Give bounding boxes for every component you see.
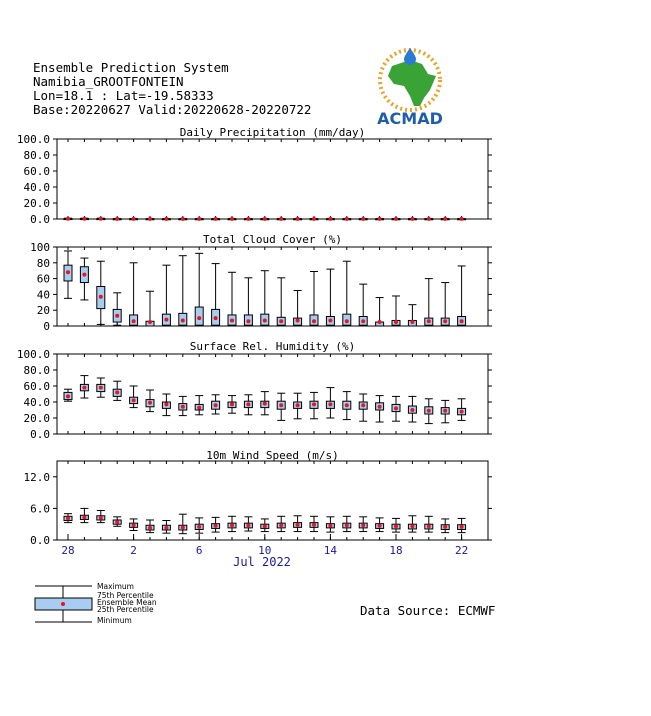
y-tick-label: 0.0 [30,213,50,226]
panel-1 [17,126,492,226]
mean-point [378,405,382,409]
mean-point [82,515,86,519]
mean-point [378,320,382,324]
mean-point [230,318,234,322]
mean-point [394,406,398,410]
mean-point [246,523,250,527]
mean-point [246,402,250,406]
mean-point [410,408,414,412]
mean-point [115,520,119,524]
mean-point [181,405,185,409]
mean-point [427,524,431,528]
panel-4 [24,449,493,547]
y-tick-label: 0.0 [30,428,50,441]
y-tick-label: 40 [36,288,50,302]
mean-point [279,217,283,221]
mean-point [345,217,349,221]
y-tick-label: 60.0 [23,165,50,178]
mean-point [82,386,86,390]
mean-point [181,217,185,221]
panel-2 [30,233,492,333]
mean-point [361,319,365,323]
mean-point [230,402,234,406]
legend-mean-point [61,602,65,606]
mean-point [312,217,316,221]
mean-point [214,524,218,528]
mean-point [460,217,464,221]
mean-point [361,403,365,407]
mean-point [148,401,152,405]
y-tick-label: 0 [43,320,50,333]
mean-point [66,516,70,520]
panel-title: Surface Rel. Humidity (%) [189,340,356,353]
mean-point [132,217,136,221]
header-dates: Base:20220627 Valid:20220628-20220722 [33,102,312,117]
mean-point [230,523,234,527]
mean-point [394,524,398,528]
y-tick-label: 80.0 [23,364,50,377]
panel-title: Daily Precipitation (mm/day) [179,126,366,139]
header-station: Namibia_GROOTFONTEIN [33,74,184,89]
mean-point [148,320,152,324]
y-tick-label: 20.0 [23,412,50,425]
mean-point [181,318,185,322]
mean-point [82,217,86,221]
mean-point [394,320,398,324]
mean-point [115,390,119,394]
mean-point [443,409,447,413]
mean-point [279,403,283,407]
legend-label-minimum: Minimum [97,616,132,625]
mean-point [328,217,332,221]
mean-point [279,319,283,323]
mean-point [345,403,349,407]
logo-text: ACMAD [377,109,443,128]
mean-point [115,217,119,221]
mean-point [460,410,464,414]
legend [35,582,157,625]
y-tick-label: 100.0 [16,348,50,361]
mean-point [328,318,332,322]
mean-point [82,273,86,277]
mean-point [197,525,201,529]
mean-point [410,217,414,221]
y-tick-label: 40.0 [23,181,50,194]
mean-point [263,402,267,406]
mean-point [148,526,152,530]
x-tick-label: 28 [61,544,75,557]
mean-point [66,394,70,398]
mean-point [164,217,168,221]
mean-point [312,523,316,527]
mean-point [164,402,168,406]
legend-label-maximum: Maximum [97,582,134,591]
mean-point [345,319,349,323]
mean-point [312,319,316,323]
y-tick-label: 20 [36,304,50,318]
mean-point [197,316,201,320]
x-tick-label: 10 [258,544,272,557]
mean-point [132,319,136,323]
mean-point [296,318,300,322]
mean-point [132,398,136,402]
header-coordinates: Lon=18.1 : Lat=-19.58333 [33,88,214,103]
mean-point [328,402,332,406]
y-tick-label: 60 [36,272,50,286]
mean-point [246,319,250,323]
x-tick-label: 2 [130,544,137,557]
legend-label-p75: 75th Percentile [97,591,154,600]
mean-point [99,217,103,221]
mean-point [164,526,168,530]
mean-point [214,403,218,407]
mean-point [214,316,218,320]
panel-title: 10m Wind Speed (m/s) [206,449,339,462]
mean-point [378,524,382,528]
mean-point [66,217,70,221]
x-tick-label: 14 [323,544,338,557]
mean-point [99,386,103,390]
mean-point [66,270,70,274]
mean-point [443,319,447,323]
mean-point [312,402,316,406]
mean-point [410,524,414,528]
mean-point [427,409,431,413]
y-tick-label: 80.0 [23,149,50,162]
mean-point [460,525,464,529]
y-tick-label: 20.0 [23,197,50,210]
mean-point [164,318,168,322]
mean-point [345,523,349,527]
mean-point [99,295,103,299]
mean-point [296,523,300,527]
mean-point [443,217,447,221]
plot-frame [57,461,488,540]
mean-point [132,523,136,527]
mean-point [296,403,300,407]
legend-label-mean: Ensemble Mean [97,598,157,607]
mean-point [263,524,267,528]
mean-point [443,525,447,529]
mean-point [460,319,464,323]
mean-point [230,217,234,221]
mean-point [361,217,365,221]
mean-point [115,314,119,318]
y-tick-label: 6.0 [30,502,50,516]
data-source: Data Source: ECMWF [360,603,496,618]
x-tick-label: 22 [454,544,469,557]
panel-3 [17,340,492,441]
y-tick-label: 40.0 [23,396,50,409]
mean-point [378,217,382,221]
y-tick-label: 12.0 [23,470,50,484]
header-system: Ensemble Prediction System [33,60,229,75]
mean-point [246,217,250,221]
mean-point [181,525,185,529]
mean-point [214,217,218,221]
mean-point [394,217,398,221]
mean-point [279,523,283,527]
mean-point [427,319,431,323]
mean-point [427,217,431,221]
y-tick-label: 100.0 [16,133,50,146]
mean-point [263,318,267,322]
legend-label-p25: 25th Percentile [97,605,154,614]
mean-point [296,217,300,221]
x-tick-label: 18 [389,544,403,557]
y-tick-label: 60.0 [23,380,50,393]
month-label: Jul 2022 [233,555,291,569]
mean-point [197,406,201,410]
y-tick-label: 100 [30,241,50,254]
mean-point [361,523,365,527]
panel-title: Total Cloud Cover (%) [202,233,343,246]
plot-frame [57,139,488,219]
mean-point [328,524,332,528]
x-tick-label: 6 [195,544,203,557]
mean-point [410,320,414,324]
mean-point [263,217,267,221]
mean-point [197,217,201,221]
y-tick-label: 80 [36,256,50,270]
mean-point [148,217,152,221]
y-tick-label: 0.0 [30,534,50,547]
mean-point [99,516,103,520]
